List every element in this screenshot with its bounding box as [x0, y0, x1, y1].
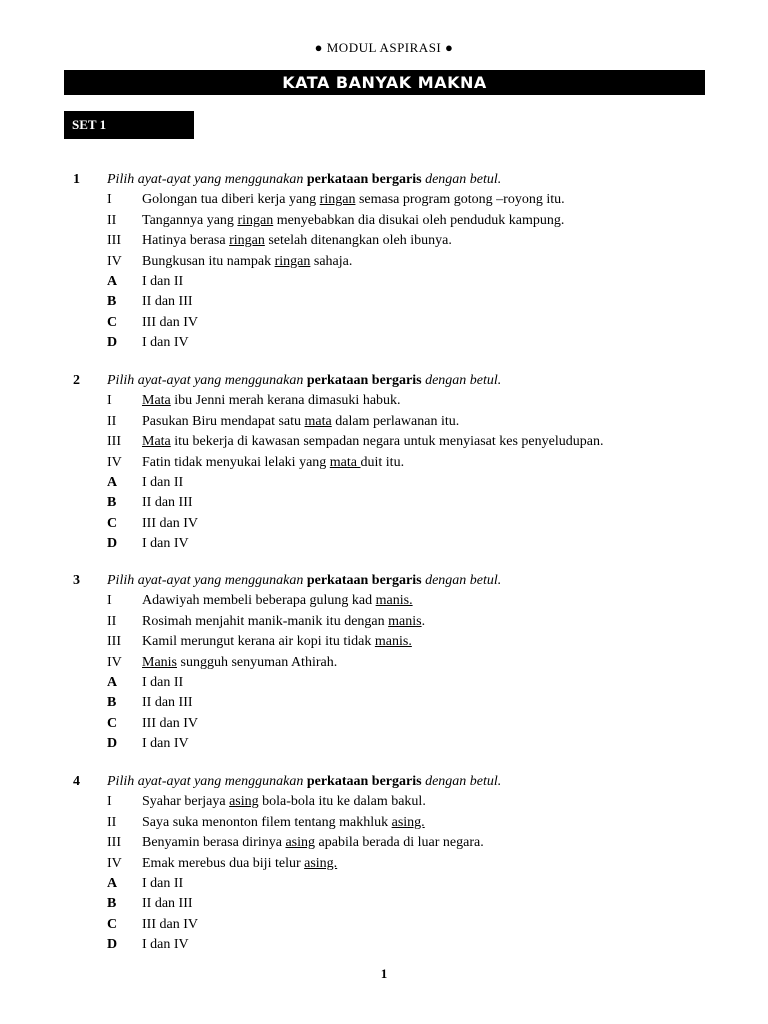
option-letter: D	[107, 937, 118, 953]
stem-emphasis: perkataan bergaris	[306, 774, 422, 789]
stem-instruction: Pilih ayat-ayat yang menggunakan	[107, 172, 307, 187]
underlined-word: asing	[229, 794, 259, 810]
module-header: ● MODUL ASPIRASI ●	[314, 40, 454, 55]
statement-label: II	[107, 413, 117, 429]
statement-label: IV	[107, 654, 122, 670]
underlined-word: manis.	[375, 593, 413, 609]
option-letter: A	[107, 876, 118, 891]
statement-text: Syahar berjaya asing bola-bola itu ke dalam bakul.	[142, 794, 426, 810]
option-text: III dan IV	[142, 715, 198, 731]
option-text: I dan IV	[142, 736, 189, 752]
option-text: I dan II	[142, 274, 184, 289]
statement-text: Bungkusan itu nampak ringan sahaja.	[142, 253, 353, 269]
option-letter: B	[107, 896, 117, 912]
option-text: II dan III	[142, 695, 193, 711]
stem-instruction-end: dengan betul.	[421, 172, 502, 187]
option-text: I dan IV	[142, 536, 189, 552]
option-text: II dan III	[142, 294, 193, 310]
statement-label: II	[107, 613, 117, 629]
stem-instruction-end: dengan betul.	[421, 573, 502, 588]
option-letter: A	[107, 475, 118, 490]
option-letter: D	[107, 736, 118, 752]
stem-emphasis: perkataan bergaris	[306, 573, 422, 588]
question-number: 2	[73, 373, 80, 388]
option-letter: B	[107, 695, 117, 711]
option-text: I dan II	[142, 675, 184, 690]
option-text: I dan IV	[142, 335, 189, 351]
underlined-word: mata	[329, 454, 361, 470]
statement-text: Kamil merungut kerana air kopi itu tidak manis.	[142, 634, 412, 650]
question-stem	[107, 371, 501, 391]
statement-label: IV	[107, 855, 122, 871]
option-letter: D	[107, 335, 118, 351]
option-letter: C	[107, 314, 118, 330]
statement-label: I	[107, 794, 112, 810]
stem-instruction: Pilih ayat-ayat yang menggunakan	[107, 573, 307, 588]
statement-text: Mata ibu Jenni merah kerana dimasuki habuk.	[142, 393, 401, 409]
underlined-word: asing.	[391, 814, 425, 830]
statement-text: Adawiyah membeli beberapa gulung kad manis.	[142, 593, 413, 609]
underlined-word: ringan	[237, 212, 274, 228]
option-text: I dan II	[142, 475, 184, 490]
underlined-word: ringan	[319, 192, 356, 208]
statement-label: I	[107, 393, 112, 409]
question-number: 3	[73, 573, 80, 588]
question-stem	[107, 772, 501, 792]
option-text: I dan IV	[142, 937, 189, 953]
statement-text: Hatinya berasa ringan setelah ditenangkan oleh ibunya.	[142, 233, 452, 249]
statement-text: Benyamin berasa dirinya asing apabila berada di luar negara.	[142, 835, 484, 851]
page-title: KATA BANYAK MAKNA	[282, 73, 487, 92]
underlined-word: ringan	[274, 253, 311, 269]
question-stem	[107, 170, 501, 190]
statement-label: III	[107, 835, 121, 851]
stem-emphasis: perkataan bergaris	[306, 373, 422, 388]
option-text: II dan III	[142, 896, 193, 912]
statement-text: Golongan tua diberi kerja yang ringan semasa program gotong –royong itu.	[142, 192, 565, 208]
option-letter: B	[107, 495, 117, 511]
set-label-box	[64, 111, 194, 139]
option-text: III dan IV	[142, 515, 198, 531]
underlined-word: Manis	[142, 654, 177, 670]
set-label: SET 1	[72, 117, 107, 132]
statement-label: II	[107, 814, 117, 830]
statement-label: IV	[107, 454, 122, 470]
statement-label: III	[107, 233, 121, 249]
statement-label: III	[107, 434, 121, 450]
underlined-word: Mata	[142, 434, 171, 450]
question-number: 4	[73, 774, 80, 789]
title-banner	[64, 70, 705, 95]
underlined-word: Mata	[142, 393, 171, 409]
option-letter: A	[107, 274, 118, 289]
statement-label: IV	[107, 253, 122, 269]
page-number: 1	[380, 966, 388, 981]
underlined-word: ringan	[229, 233, 265, 249]
statement-label: I	[107, 593, 112, 609]
statement-text: Fatin tidak menyukai lelaki yang mata duit itu.	[142, 454, 405, 470]
statement-label: I	[107, 192, 112, 208]
option-text: I dan II	[142, 876, 184, 891]
statement-label: III	[107, 634, 121, 650]
statement-text: Manis sungguh senyuman Athirah.	[142, 654, 338, 670]
stem-instruction: Pilih ayat-ayat yang menggunakan	[107, 774, 307, 789]
stem-instruction-end: dengan betul.	[421, 373, 502, 388]
option-letter: B	[107, 294, 117, 310]
option-letter: D	[107, 536, 118, 552]
question-stem	[107, 571, 501, 591]
question-number: 1	[73, 172, 80, 187]
stem-instruction: Pilih ayat-ayat yang menggunakan	[107, 373, 307, 388]
option-text: III dan IV	[142, 916, 198, 932]
stem-instruction-end: dengan betul.	[421, 774, 502, 789]
statement-text: Tangannya yang ringan menyebabkan dia disukai oleh penduduk kampung.	[142, 212, 565, 228]
option-letter: A	[107, 675, 118, 690]
option-letter: C	[107, 916, 118, 932]
underlined-word: mata	[304, 413, 332, 429]
underlined-word: manis	[388, 613, 422, 629]
option-letter: C	[107, 715, 118, 731]
statement-text: Mata itu bekerja di kawasan sempadan negara untuk menyiasat kes penyeludupan.	[142, 434, 604, 450]
underlined-word: asing.	[304, 855, 338, 871]
underlined-word: asing	[285, 835, 316, 851]
statement-text: Saya suka menonton filem tentang makhluk asing.	[142, 814, 425, 830]
option-letter: C	[107, 515, 118, 531]
statement-text: Pasukan Biru mendapat satu mata dalam perlawanan itu.	[142, 413, 460, 429]
option-text: III dan IV	[142, 314, 198, 330]
option-text: II dan III	[142, 495, 193, 511]
statement-label: II	[107, 212, 117, 228]
underlined-word: manis.	[374, 634, 412, 650]
statement-text: Rosimah menjahit manik-manik itu dengan manis.	[142, 613, 426, 629]
stem-emphasis: perkataan bergaris	[306, 172, 422, 187]
statement-text: Emak merebus dua biji telur asing.	[142, 855, 338, 871]
